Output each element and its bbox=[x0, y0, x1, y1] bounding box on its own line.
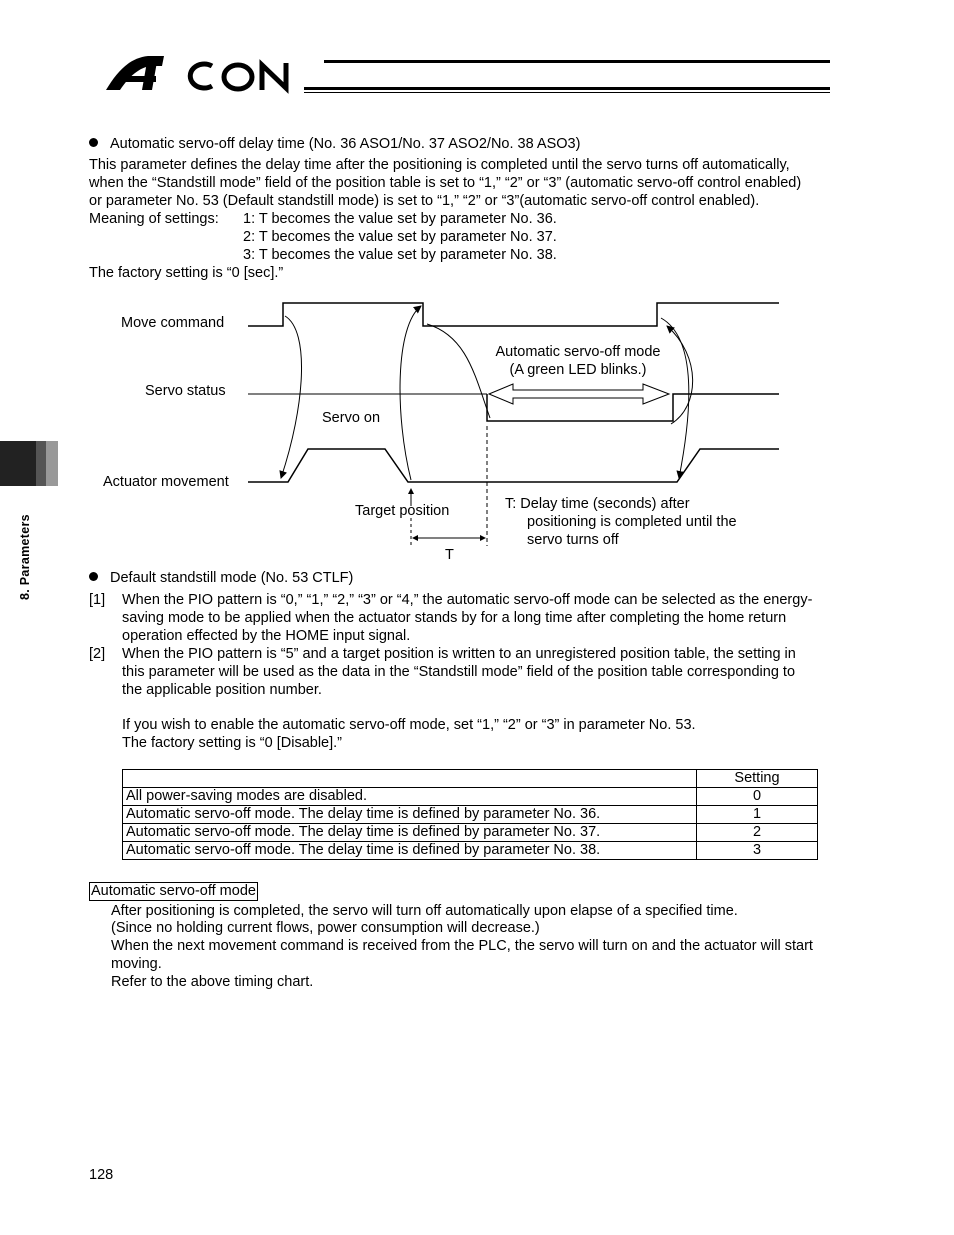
body-line: moving. bbox=[111, 956, 162, 972]
note-line: If you wish to enable the automatic servo-off mode, set “1,” “2” or “3” in parameter No. 53. bbox=[122, 717, 696, 733]
table-header-row bbox=[123, 770, 818, 788]
settings-table bbox=[122, 769, 818, 860]
table-cell-setting: 3 bbox=[697, 842, 818, 860]
item-line: saving mode to be applied when the actuator stands by for a long time after completing the home return bbox=[122, 610, 787, 626]
item-marker: [1] bbox=[89, 592, 106, 608]
timing-chart bbox=[95, 296, 795, 571]
chapter-tab bbox=[0, 441, 58, 486]
paragraph-line: or parameter No. 53 (Default standstill mode) is set to “1,” “2” or “3”(automatic servo-off control enabled). bbox=[89, 193, 760, 209]
paragraph-line: when the “Standstill mode” field of the position table is set to “1,” “2” or “3” (automatic servo-off control enabled) bbox=[89, 175, 802, 191]
body-line: Refer to the above timing chart. bbox=[111, 974, 314, 990]
body-line: When the next movement command is received from the PLC, the servo will turn on and the actuator will start bbox=[111, 938, 813, 954]
section-heading-aso: Automatic servo-off delay time (No. 36 ASO1/No. 37 ASO2/No. 38 ASO3) bbox=[89, 135, 580, 153]
label-move-command: Move command bbox=[121, 315, 225, 331]
meaning-item: 1: T becomes the value set by parameter No. 36. bbox=[243, 211, 557, 227]
label-actuator-movement: Actuator movement bbox=[103, 474, 229, 490]
table-cell-description: Automatic servo-off mode. The delay time is defined by parameter No. 36. bbox=[123, 806, 697, 824]
body-line: After positioning is completed, the servo will turn off automatically upon elapse of a specified time. bbox=[111, 903, 738, 919]
meaning-label: Meaning of settings: bbox=[89, 211, 219, 227]
table-header-setting: Setting bbox=[697, 770, 818, 788]
chapter-label: 8. Parameters bbox=[18, 514, 32, 600]
acon-logo bbox=[104, 50, 834, 98]
label-servo-on: Servo on bbox=[322, 410, 381, 426]
table-cell-description: Automatic servo-off mode. The delay time is defined by parameter No. 37. bbox=[123, 824, 697, 842]
table-row bbox=[123, 806, 818, 824]
label-t: T bbox=[445, 547, 454, 563]
item-line: the applicable position number. bbox=[122, 682, 322, 698]
item-marker: [2] bbox=[89, 646, 106, 662]
table-cell-setting: 2 bbox=[697, 824, 818, 842]
boxed-heading-auto-servo-off: Automatic servo-off mode bbox=[91, 883, 256, 899]
table-cell-description: All power-saving modes are disabled. bbox=[123, 788, 697, 806]
table-cell-description: Automatic servo-off mode. The delay time is defined by parameter No. 38. bbox=[123, 842, 697, 860]
label-target-position: Target position bbox=[355, 503, 450, 519]
meaning-item: 3: T becomes the value set by parameter No. 38. bbox=[243, 247, 557, 263]
body-line: (Since no holding current flows, power consumption will decrease.) bbox=[111, 920, 540, 936]
note-line: The factory setting is “0 [Disable].” bbox=[122, 735, 342, 751]
label-servo-status: Servo status bbox=[145, 383, 226, 399]
t-note-line: positioning is completed until the bbox=[527, 514, 737, 530]
factory-setting: The factory setting is “0 [sec].” bbox=[89, 265, 284, 281]
page-number: 128 bbox=[89, 1167, 114, 1183]
table-cell-setting: 1 bbox=[697, 806, 818, 824]
label-auto-mode: Automatic servo-off mode bbox=[495, 344, 661, 360]
section-heading-ctlf: Default standstill mode (No. 53 CTLF) bbox=[89, 569, 353, 587]
table-cell-setting: 0 bbox=[697, 788, 818, 806]
item-line: When the PIO pattern is “5” and a target position is written to an unregistered position table, the setting in bbox=[122, 646, 796, 662]
meaning-item: 2: T becomes the value set by parameter No. 37. bbox=[243, 229, 557, 245]
table-row bbox=[123, 788, 818, 806]
item-line: operation effected by the HOME input signal. bbox=[122, 628, 411, 644]
paragraph-line: This parameter defines the delay time after the positioning is completed until the servo turns off automatically, bbox=[89, 157, 790, 173]
table-row bbox=[123, 842, 818, 860]
table-row bbox=[123, 824, 818, 842]
t-note-line: T: Delay time (seconds) after bbox=[505, 496, 690, 512]
label-green-led: (A green LED blinks.) bbox=[509, 362, 647, 378]
table-header-cell bbox=[123, 770, 697, 788]
item-line: this parameter will be used as the data in the “Standstill mode” field of the position table corresponding to bbox=[122, 664, 796, 680]
t-note-line: servo turns off bbox=[527, 532, 619, 548]
item-line: When the PIO pattern is “0,” “1,” “2,” “3” or “4,” the automatic servo-off mode can be selected as the energy- bbox=[122, 592, 813, 608]
